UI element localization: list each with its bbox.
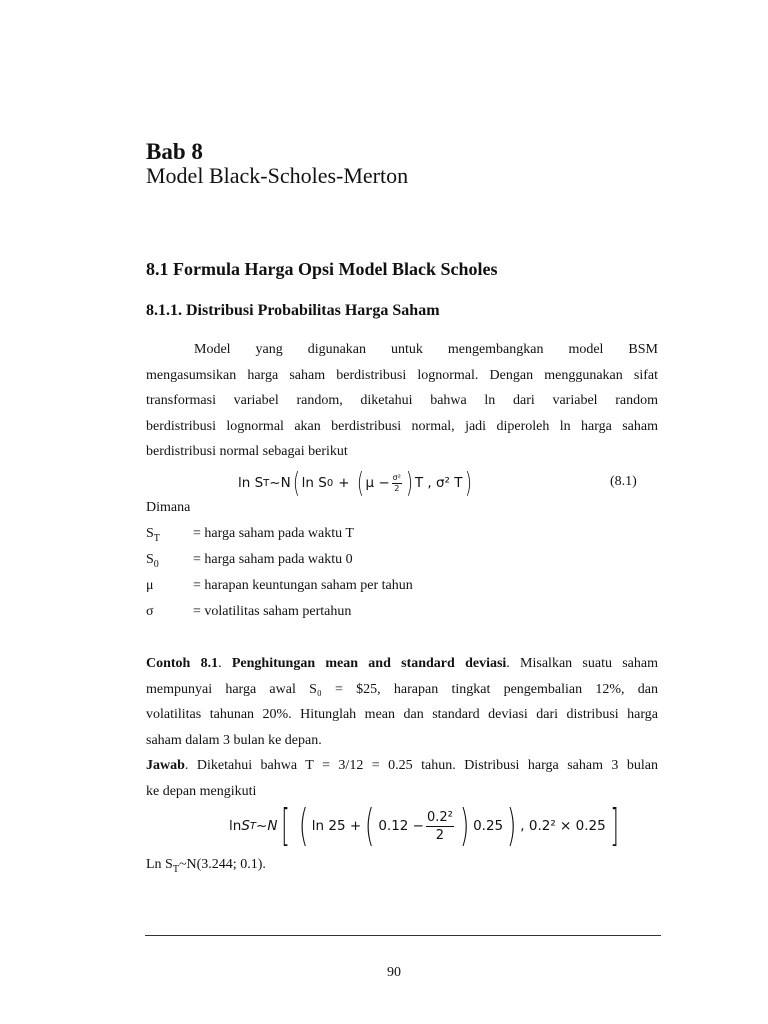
def-desc-st: = harga saham pada waktu T xyxy=(193,526,354,541)
equation-8-1 xyxy=(238,468,473,498)
answer-line-1 xyxy=(146,753,658,779)
eq2-lhs-var: S xyxy=(241,818,250,834)
eq2-fraction xyxy=(426,809,454,844)
intro-line-4: berdistribusi lognormal akan berdistribusi normal, jadi diperoleh ln harga saham xyxy=(146,418,658,434)
eq2-frac-den: 2 xyxy=(435,827,445,843)
result-line: Ln $S_T\sim N(3.244$; 0.1). xyxy=(146,857,266,875)
eq1-open-paren: ( xyxy=(292,466,300,499)
eq1-tilde-n: ~N xyxy=(269,475,291,491)
eq1-lhs: ln S xyxy=(238,475,264,491)
eq1-frac-den: 2 xyxy=(394,483,400,493)
example-line-4: saham dalam 3 bulan ke depan. xyxy=(146,732,322,748)
footer-divider xyxy=(145,935,661,936)
intro-line-1: Model yang digunakan untuk mengembangkan model BSM xyxy=(194,342,658,357)
intro-line-5: berdistribusi normal sebagai berikut xyxy=(146,444,348,459)
eq2-tilde: ~ xyxy=(256,818,268,834)
equation-example xyxy=(229,800,623,852)
definitions-intro: Dimana xyxy=(146,500,191,515)
example-title: Penghitungan mean and standard deviasi xyxy=(231,656,507,671)
eq1-mu-minus: μ − xyxy=(365,475,390,491)
example-label: Contoh 8.1 xyxy=(146,656,219,671)
example-line-2: mempunyai harga awal S₀ = $25, harapan tingkat pengembalian 12%, dan xyxy=(146,681,658,697)
intro-line-2: mengasumsikan harga saham berdistribusi lognormal. Dengan menggunakan sifat xyxy=(146,367,658,383)
page-number: 90 xyxy=(387,965,401,980)
eq1-lhs-sub: T xyxy=(263,477,270,489)
def-symbol-sigma: σ xyxy=(146,604,154,619)
eq2-lhs-sub: T xyxy=(249,820,256,832)
def-symbol-mu: μ xyxy=(146,578,154,593)
def-desc-s0: = harga saham pada waktu 0 xyxy=(193,552,353,567)
eq1-t-part: T , σ² T xyxy=(414,475,463,491)
chapter-title: Model Black-Scholes-Merton xyxy=(146,163,409,188)
intro-paragraph xyxy=(146,337,658,465)
example-line-1-rest: . Misalkan suatu saham xyxy=(506,656,658,671)
eq1-s0-sub: 0 xyxy=(326,477,334,489)
eq2-inner-close-paren: ) xyxy=(459,800,470,851)
section-heading: 8.1 Formula Harga Opsi Model Black Scholes xyxy=(146,259,498,279)
chapter-number: Bab 8 xyxy=(146,139,203,164)
eq2-close-bracket: ] xyxy=(610,800,619,851)
subsection-heading: 8.1.1. Distribusi Probabilitas Harga Saham xyxy=(146,302,440,319)
eq1-close-paren: ) xyxy=(464,466,472,499)
example-paragraph xyxy=(146,651,658,804)
eq2-t-val: 0.25 xyxy=(473,818,504,834)
eq2-frac-num: 0.2² xyxy=(427,809,453,825)
example-line-3: volatilitas tahunan 20%. Hitunglah mean dan standard deviasi dari distribusi harga xyxy=(146,707,658,722)
def-desc-mu: = harapan keuntungan saham per tahun xyxy=(193,578,413,593)
eq2-lhs: ln xyxy=(229,818,242,834)
equation-number: (8.1) xyxy=(610,474,637,489)
def-symbol-st: $S_T$ xyxy=(146,526,160,544)
eq1-frac-num: σ² xyxy=(392,472,401,482)
eq2-mu: 0.12 − xyxy=(378,818,424,834)
eq2-variance: , 0.2² × 0.25 xyxy=(520,818,606,834)
eq1-ln-s0: ln S xyxy=(301,475,327,491)
eq1-fraction xyxy=(392,473,402,494)
eq2-open-paren: ( xyxy=(298,800,308,851)
def-symbol-s0: $S_0$ xyxy=(146,552,159,570)
eq1-inner-close-paren: ) xyxy=(405,466,413,499)
answer-line-1-rest: . Diketahui bahwa T = 3/12 = 0.25 tahun. Distribusi harga saham 3 bulan xyxy=(184,758,658,773)
eq2-n-var: N xyxy=(267,818,278,834)
eq2-open-bracket: [ xyxy=(281,800,291,851)
example-line-1: Contoh 8.1. Penghitungan mean and standard deviasi. Misalkan suatu saham xyxy=(146,656,658,671)
answer-label: Jawab xyxy=(146,758,185,773)
eq2-close-paren: ) xyxy=(506,800,517,851)
eq1-inner-open-paren: ( xyxy=(356,466,364,499)
def-desc-sigma: = volatilitas saham pertahun xyxy=(193,604,352,619)
answer-line-2: ke depan mengikuti xyxy=(146,783,257,799)
intro-line-3: transformasi variabel random, diketahui bahwa ln dari variabel random xyxy=(146,393,658,408)
eq2-inner-open-paren: ( xyxy=(365,800,375,851)
eq2-ln25: ln 25 + xyxy=(311,818,362,834)
eq1-plus: + xyxy=(338,475,350,491)
